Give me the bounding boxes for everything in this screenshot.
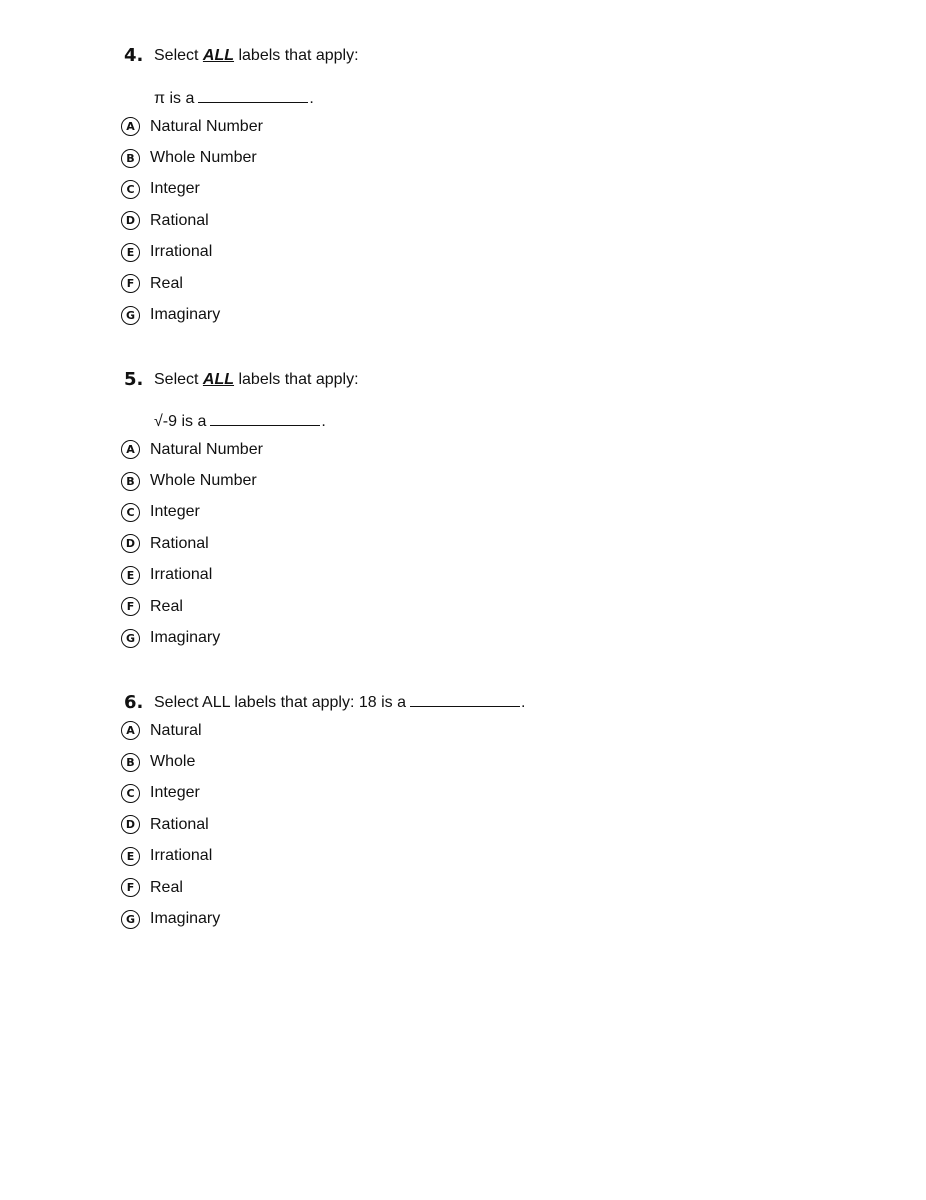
option-bubble-d[interactable]: D <box>121 815 140 834</box>
question-number: 5. <box>124 369 144 390</box>
option-bubble-a[interactable]: A <box>121 117 140 136</box>
option-bubble-b[interactable]: B <box>121 149 140 168</box>
option-a[interactable] <box>121 715 220 746</box>
option-label: Real <box>150 274 183 292</box>
option-e[interactable] <box>121 841 220 872</box>
option-c[interactable] <box>121 778 220 809</box>
option-list <box>121 715 220 935</box>
option-bubble-b[interactable]: B <box>121 472 140 491</box>
option-bubble-e[interactable]: E <box>121 566 140 585</box>
option-label: Real <box>150 878 183 896</box>
option-label: Whole <box>150 753 196 771</box>
prompt-text: labels that apply: <box>234 371 359 388</box>
option-bubble-b[interactable]: B <box>121 753 140 772</box>
option-bubble-d[interactable]: D <box>121 534 140 553</box>
option-label: Imaginary <box>150 306 221 324</box>
question-number: 4. <box>124 45 144 66</box>
option-d[interactable] <box>121 205 263 236</box>
answer-blank <box>410 691 520 707</box>
option-f[interactable] <box>121 872 220 903</box>
option-f[interactable] <box>121 268 263 299</box>
option-c[interactable] <box>121 497 263 528</box>
option-d[interactable] <box>121 528 263 559</box>
option-label: Natural Number <box>150 117 263 135</box>
option-bubble-e[interactable]: E <box>121 847 140 866</box>
option-a[interactable] <box>121 111 263 142</box>
option-g[interactable] <box>121 299 263 330</box>
option-label: Natural <box>150 721 202 739</box>
option-list <box>121 434 263 654</box>
question-stem <box>154 87 314 111</box>
option-bubble-g[interactable]: G <box>121 910 140 929</box>
option-g[interactable] <box>121 903 220 934</box>
option-bubble-d[interactable]: D <box>121 211 140 230</box>
option-a[interactable] <box>121 434 263 465</box>
option-label: Whole Number <box>150 149 257 167</box>
option-label: Integer <box>150 784 200 802</box>
question-prompt <box>154 44 359 68</box>
option-label: Real <box>150 597 183 615</box>
option-label: Rational <box>150 534 209 552</box>
option-label: Imaginary <box>150 629 221 647</box>
prompt-text: labels that apply: <box>234 47 359 64</box>
question-number: 6. <box>124 692 144 713</box>
answer-blank <box>210 410 320 426</box>
option-label: Integer <box>150 503 200 521</box>
option-g[interactable] <box>121 622 263 653</box>
stem-text: √-9 is a <box>154 413 207 430</box>
option-c[interactable] <box>121 174 263 205</box>
option-label: Rational <box>150 211 209 229</box>
option-b[interactable] <box>121 465 263 496</box>
option-label: Irrational <box>150 847 213 865</box>
question-prompt <box>154 691 525 715</box>
option-e[interactable] <box>121 560 263 591</box>
option-bubble-f[interactable]: F <box>121 274 140 293</box>
stem-text: π is a <box>154 90 195 107</box>
prompt-emphasis: ALL <box>202 371 235 388</box>
option-bubble-g[interactable]: G <box>121 629 140 648</box>
option-label: Irrational <box>150 566 213 584</box>
question-stem <box>154 410 326 434</box>
option-bubble-f[interactable]: F <box>121 878 140 897</box>
option-bubble-a[interactable]: A <box>121 440 140 459</box>
option-label: Whole Number <box>150 472 257 490</box>
option-label: Imaginary <box>150 910 221 928</box>
option-e[interactable] <box>121 237 263 268</box>
option-bubble-c[interactable]: C <box>121 503 140 522</box>
option-label: Natural Number <box>150 440 263 458</box>
option-b[interactable] <box>121 746 220 777</box>
option-bubble-g[interactable]: G <box>121 306 140 325</box>
option-d[interactable] <box>121 809 220 840</box>
stem-text: . <box>321 413 326 430</box>
option-bubble-c[interactable]: C <box>121 784 140 803</box>
prompt-emphasis: ALL <box>202 47 235 64</box>
question-prompt <box>154 368 359 392</box>
prompt-text: Select <box>154 47 203 64</box>
option-bubble-f[interactable]: F <box>121 597 140 616</box>
prompt-text: Select ALL labels that apply: 18 is a <box>154 694 407 711</box>
option-label: Integer <box>150 180 200 198</box>
prompt-text: Select <box>154 371 203 388</box>
answer-blank <box>198 87 308 103</box>
option-f[interactable] <box>121 591 263 622</box>
option-list <box>121 111 263 331</box>
option-label: Rational <box>150 815 209 833</box>
option-bubble-c[interactable]: C <box>121 180 140 199</box>
option-b[interactable] <box>121 142 263 173</box>
option-label: Irrational <box>150 243 213 261</box>
prompt-text: . <box>521 694 526 711</box>
stem-text: . <box>309 90 314 107</box>
option-bubble-e[interactable]: E <box>121 243 140 262</box>
option-bubble-a[interactable]: A <box>121 721 140 740</box>
